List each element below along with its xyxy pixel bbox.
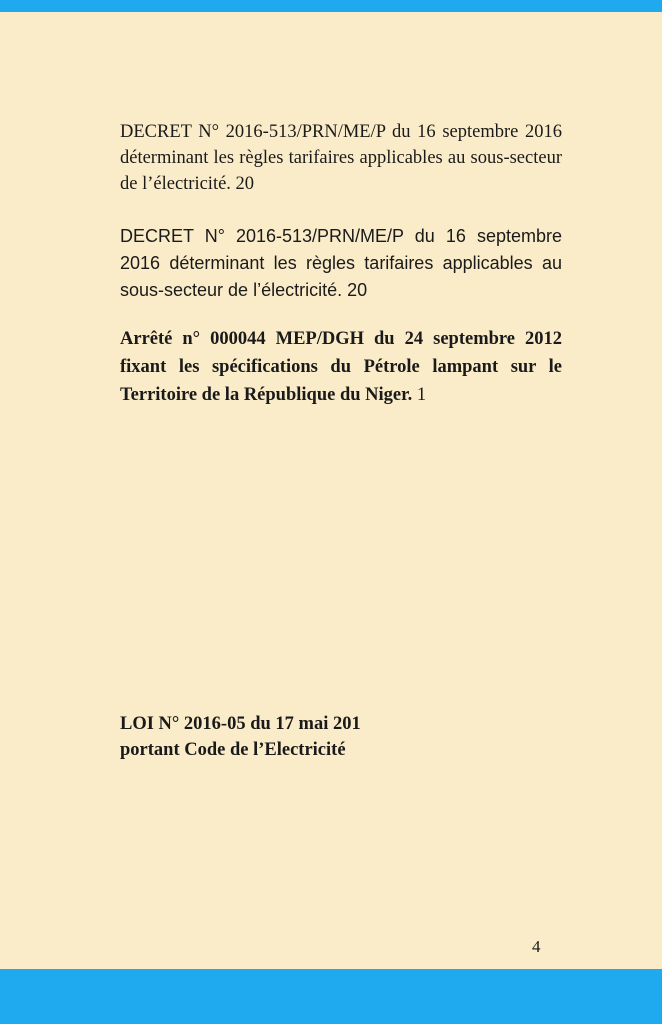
toc-entry-arrete [120, 325, 562, 409]
toc-entry-decree-serif [120, 119, 562, 197]
toc-entry-text [120, 325, 562, 409]
loi-title-line: LOI N° 2016-05 du 17 mai 201 [120, 714, 361, 734]
toc-entry-decree-sans [120, 223, 562, 304]
top-color-band [0, 0, 662, 12]
toc-entry-text: DECRET N° 2016-513/PRN/ME/P du 16 septembre 2016 déterminant les règles tarifaires applicables au sous-secteur de l’électricité. 20 [120, 122, 562, 194]
toc-entry-title: Arrêté n° 000044 MEP/DGH du 24 septembre 2012 fixant les spécifications du Pétrole lampant sur le Territoire de la République du Niger. [120, 329, 562, 405]
toc-entry-text: DECRET N° 2016-513/PRN/ME/P du 16 septembre 2016 déterminant les règles tarifaires applicables au sous-secteur de l’électricité. 20 [120, 226, 562, 300]
bottom-color-band [0, 969, 662, 1024]
loi-subtitle-line: portant Code de l’Electricité [120, 740, 346, 760]
page-number: 4 [532, 937, 541, 956]
loi-heading [120, 711, 562, 763]
toc-entry-page-number: 1 [412, 385, 427, 405]
